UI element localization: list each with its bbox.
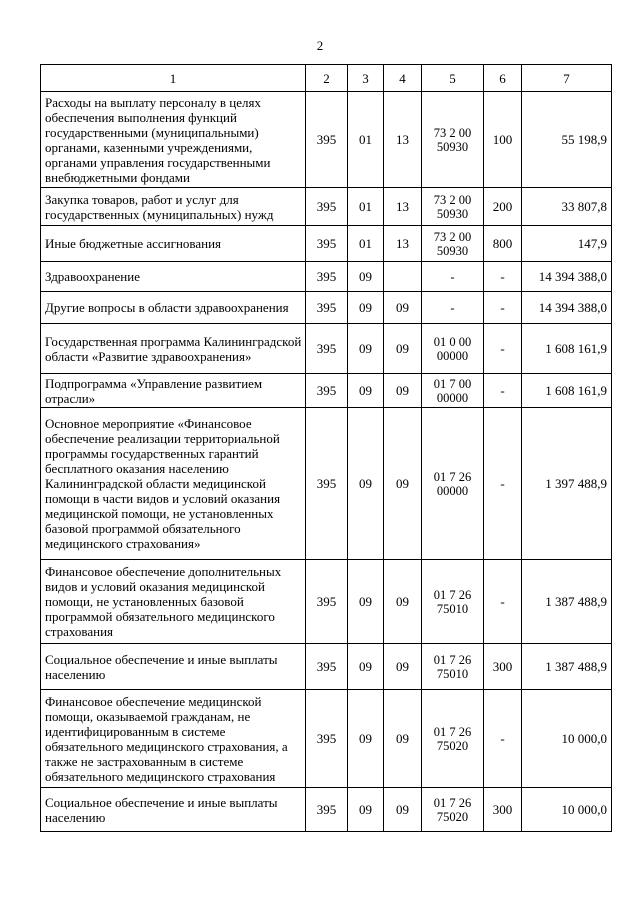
table-row [41, 292, 612, 324]
csr-line-1: 73 2 00 [433, 125, 472, 140]
row-name: Закупка товаров, работ и услуг для государственных (муниципальных) нужд [41, 188, 306, 226]
cell-c2: 395 [306, 374, 348, 408]
cell-c3: 09 [348, 374, 384, 408]
table-row [41, 324, 612, 374]
cell-c5 [422, 374, 484, 408]
table-row [41, 374, 612, 408]
column-header: 6 [484, 65, 522, 92]
cell-c3: 01 [348, 188, 384, 226]
cell-c6: 300 [484, 644, 522, 690]
cell-amount: 1 387 488,9 [522, 644, 612, 690]
cell-c4: 09 [384, 292, 422, 324]
table-row [41, 690, 612, 788]
column-header: 7 [522, 65, 612, 92]
csr-line-1: 01 0 00 [433, 334, 472, 349]
row-name: Иные бюджетные ассигнования [41, 226, 306, 262]
cell-amount: 1 397 488,9 [522, 408, 612, 560]
cell-amount: 1 608 161,9 [522, 374, 612, 408]
cell-c5 [422, 92, 484, 188]
csr-line-1: 01 7 26 [433, 652, 472, 667]
cell-c2: 395 [306, 292, 348, 324]
table-row [41, 262, 612, 292]
cell-amount: 1 608 161,9 [522, 324, 612, 374]
table-row [41, 188, 612, 226]
table-row [41, 644, 612, 690]
cell-c5 [422, 690, 484, 788]
cell-c4 [384, 262, 422, 292]
cell-c6: 100 [484, 92, 522, 188]
cell-c2: 395 [306, 644, 348, 690]
csr-line-2: 50930 [436, 206, 469, 221]
table-row [41, 226, 612, 262]
cell-c3: 09 [348, 690, 384, 788]
cell-c4: 13 [384, 188, 422, 226]
column-header: 3 [348, 65, 384, 92]
csr-line-1: 73 2 00 [433, 229, 472, 244]
cell-c2: 395 [306, 560, 348, 644]
cell-c6: - [484, 690, 522, 788]
cell-amount: 1 387 488,9 [522, 560, 612, 644]
csr-line-2: 50930 [436, 243, 469, 258]
column-header: 4 [384, 65, 422, 92]
cell-c5 [422, 788, 484, 832]
row-name: Расходы на выплату персоналу в целях обеспечения выполнения функций государственными (муниципальными) органами, казенными учреждениями, органами управления государственными внебюджетными фондами [41, 92, 306, 188]
cell-c2: 395 [306, 262, 348, 292]
cell-c6: - [484, 292, 522, 324]
column-header: 1 [41, 65, 306, 92]
cell-c2: 395 [306, 788, 348, 832]
cell-c4: 13 [384, 226, 422, 262]
cell-c4: 09 [384, 324, 422, 374]
cell-c4: 09 [384, 644, 422, 690]
cell-c6: - [484, 408, 522, 560]
cell-c3: 09 [348, 324, 384, 374]
row-name: Подпрограмма «Управление развитием отрасли» [41, 374, 306, 408]
cell-c2: 395 [306, 188, 348, 226]
column-header: 5 [422, 65, 484, 92]
row-name: Финансовое обеспечение дополнительных видов и условий оказания медицинской помощи, не установленных базовой программой обязательного медицинского страхования [41, 560, 306, 644]
cell-c5 [422, 644, 484, 690]
cell-c3: 09 [348, 292, 384, 324]
cell-c2: 395 [306, 690, 348, 788]
cell-c3: 09 [348, 408, 384, 560]
cell-c3: 01 [348, 226, 384, 262]
cell-c5: - [422, 292, 484, 324]
page-number: 2 [316, 38, 324, 53]
cell-c5 [422, 408, 484, 560]
cell-c3: 09 [348, 788, 384, 832]
row-name: Основное мероприятие «Финансовое обеспечение реализации территориальной программы государственных гарантий бесплатного оказания населению Калининградской области медицинской помощи в части видов и условий оказания медицинской помощи, не установленных базовой программой обязательного медицинского страхования» [41, 408, 306, 560]
cell-c4: 13 [384, 92, 422, 188]
csr-line-1: 01 7 26 [433, 587, 472, 602]
cell-amount: 10 000,0 [522, 690, 612, 788]
cell-c2: 395 [306, 226, 348, 262]
cell-c6: 800 [484, 226, 522, 262]
budget-table [40, 64, 612, 832]
row-name: Другие вопросы в области здравоохранения [41, 292, 306, 324]
csr-line-1: 01 7 26 [433, 724, 472, 739]
cell-c5 [422, 560, 484, 644]
cell-c4: 09 [384, 690, 422, 788]
row-name: Социальное обеспечение и иные выплаты населению [41, 788, 306, 832]
cell-c3: 09 [348, 560, 384, 644]
cell-c4: 09 [384, 374, 422, 408]
cell-c6: - [484, 324, 522, 374]
row-name: Финансовое обеспечение медицинской помощи, оказываемой гражданам, не идентифицированным в системе обязательного медицинского страхования, а также не застрахованным в системе обязательного медицинского страхования [41, 690, 306, 788]
row-name: Социальное обеспечение и иные выплаты населению [41, 644, 306, 690]
cell-c3: 01 [348, 92, 384, 188]
cell-c2: 395 [306, 408, 348, 560]
csr-line-2: 75010 [436, 666, 469, 681]
cell-amount: 55 198,9 [522, 92, 612, 188]
table-row [41, 788, 612, 832]
cell-c2: 395 [306, 324, 348, 374]
cell-c6: - [484, 560, 522, 644]
cell-amount: 33 807,8 [522, 188, 612, 226]
table-row [41, 560, 612, 644]
cell-amount: 14 394 388,0 [522, 262, 612, 292]
cell-c3: 09 [348, 262, 384, 292]
cell-c5 [422, 324, 484, 374]
cell-amount: 147,9 [522, 226, 612, 262]
cell-c4: 09 [384, 408, 422, 560]
cell-c2: 395 [306, 92, 348, 188]
table-row [41, 408, 612, 560]
cell-c5 [422, 188, 484, 226]
cell-c6: - [484, 262, 522, 292]
csr-line-2: 00000 [436, 390, 469, 405]
cell-c6: - [484, 374, 522, 408]
csr-line-1: 73 2 00 [433, 192, 472, 207]
row-name: Государственная программа Калининградской области «Развитие здравоохранения» [41, 324, 306, 374]
csr-line-1: 01 7 26 [433, 795, 472, 810]
csr-line-1: 01 7 26 [433, 469, 472, 484]
cell-amount: 14 394 388,0 [522, 292, 612, 324]
csr-line-2: 00000 [436, 483, 469, 498]
cell-amount: 10 000,0 [522, 788, 612, 832]
cell-c5: - [422, 262, 484, 292]
cell-c4: 09 [384, 560, 422, 644]
cell-c4: 09 [384, 788, 422, 832]
cell-c5 [422, 226, 484, 262]
cell-c6: 300 [484, 788, 522, 832]
csr-line-2: 75020 [436, 809, 469, 824]
csr-line-2: 75020 [436, 738, 469, 753]
row-name: Здравоохранение [41, 262, 306, 292]
cell-c3: 09 [348, 644, 384, 690]
csr-line-2: 00000 [436, 348, 469, 363]
table-row [41, 92, 612, 188]
csr-line-1: 01 7 00 [433, 376, 472, 391]
csr-line-2: 75010 [436, 601, 469, 616]
table-header-row [41, 65, 612, 92]
column-header: 2 [306, 65, 348, 92]
cell-c6: 200 [484, 188, 522, 226]
csr-line-2: 50930 [436, 139, 469, 154]
